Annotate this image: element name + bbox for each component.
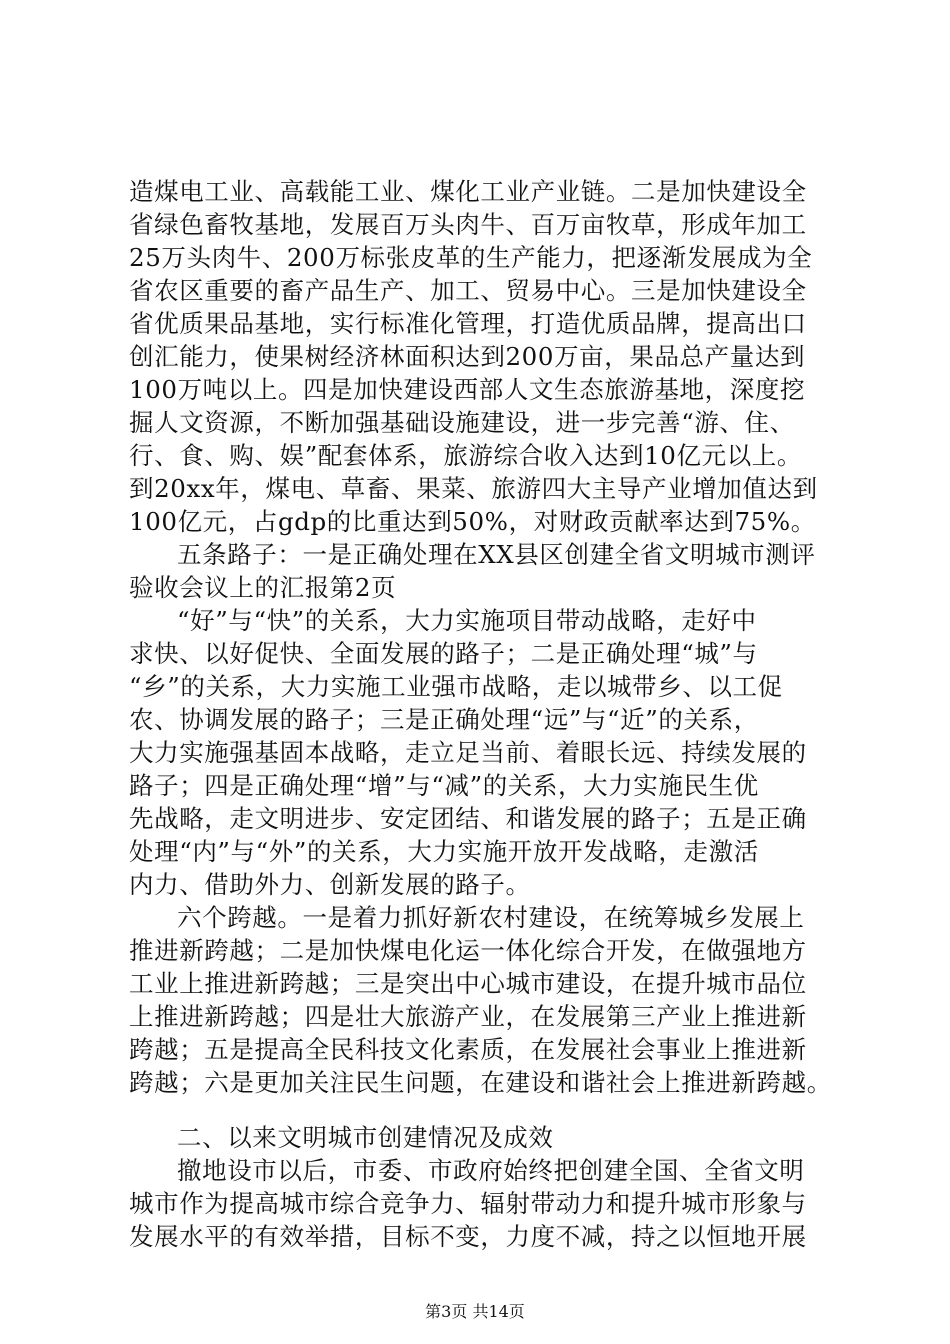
text-line: 推进新跨越；二是加快煤电化运一体化综合开发，在做强地方 (129, 936, 807, 965)
text-line: 省绿色畜牧基地，发展百万头肉牛、百万亩牧草，形成年加工 (129, 210, 807, 239)
text-line: 求快、以好促快、全面发展的路子；二是正确处理“城”与 (129, 639, 758, 668)
section-heading: 二、以来文明城市创建情况及成效 (177, 1123, 554, 1152)
paragraph-start-line: 五条路子：一是正确处理在XX县区创建全省文明城市测评 (177, 540, 816, 569)
text-line: 先战略，走文明进步、安定团结、和谐发展的路子；五是正确 (129, 804, 807, 833)
text-line: 发展水平的有效举措，目标不变，力度不减，持之以恒地开展 (129, 1222, 807, 1251)
text-line: 城市作为提高城市综合竞争力、辐射带动力和提升城市形象与 (129, 1189, 807, 1218)
text-line: 内力、借助外力、创新发展的路子。 (129, 870, 531, 899)
text-line: 验收会议上的汇报第2页 (129, 573, 397, 602)
text-line: 上推进新跨越；四是壮大旅游产业，在发展第三产业上推进新 (129, 1002, 807, 1031)
text-line: 行、食、购、娱”配套体系，旅游综合收入达到10亿元以上。 (129, 441, 802, 470)
text-line: 处理“内”与“外”的关系，大力实施开放开发战略，走激活 (129, 837, 759, 866)
text-line: 路子；四是正确处理“增”与“减”的关系，大力实施民生优 (129, 771, 759, 800)
text-line: 到20xx年，煤电、草畜、果菜、旅游四大主导产业增加值达到 (129, 474, 818, 503)
text-line: 25万头肉牛、200万标张皮革的生产能力，把逐渐发展成为全 (129, 243, 813, 272)
paragraph-start-line: 撤地设市以后，市委、市政府始终把创建全国、全省文明 (177, 1156, 805, 1185)
text-line: 创汇能力，使果树经济林面积达到200万亩，果品总产量达到 (129, 342, 806, 371)
paragraph-start-line: 六个跨越。一是着力抓好新农村建设，在统筹城乡发展上 (177, 903, 805, 932)
text-line: 100万吨以上。四是加快建设西部人文生态旅游基地，深度挖 (129, 375, 806, 404)
text-line: 造煤电工业、高载能工业、煤化工业产业链。二是加快建设全 (129, 177, 807, 206)
text-line: 跨越；五是提高全民科技文化素质，在发展社会事业上推进新 (129, 1035, 807, 1064)
text-line: “乡”的关系，大力实施工业强市战略，走以城带乡、以工促 (129, 672, 783, 701)
text-line: 大力实施强基固本战略，走立足当前、着眼长远、持续发展的 (129, 738, 807, 767)
text-line: 省农区重要的畜产品生产、加工、贸易中心。三是加快建设全 (129, 276, 807, 305)
text-line: 跨越；六是更加关注民生问题，在建设和谐社会上推进新跨越。 (129, 1068, 832, 1097)
paragraph-start-line: “好”与“快”的关系，大力实施项目带动战略，走好中 (177, 606, 757, 635)
text-line: 省优质果品基地，实行标准化管理，打造优质品牌，提高出口 (129, 309, 807, 338)
text-line: 掘人文资源，不断加强基础设施建设，进一步完善“游、住、 (129, 408, 795, 437)
text-line: 工业上推进新跨越；三是突出中心城市建设，在提升城市品位 (129, 969, 807, 998)
page-number-footer: 第3页 共14页 (425, 1302, 525, 1321)
text-line: 农、协调发展的路子；三是正确处理“远”与“近”的关系， (129, 705, 759, 734)
text-line: 100亿元，占gdp的比重达到50%，对财政贡献率达到75%。 (129, 507, 816, 536)
